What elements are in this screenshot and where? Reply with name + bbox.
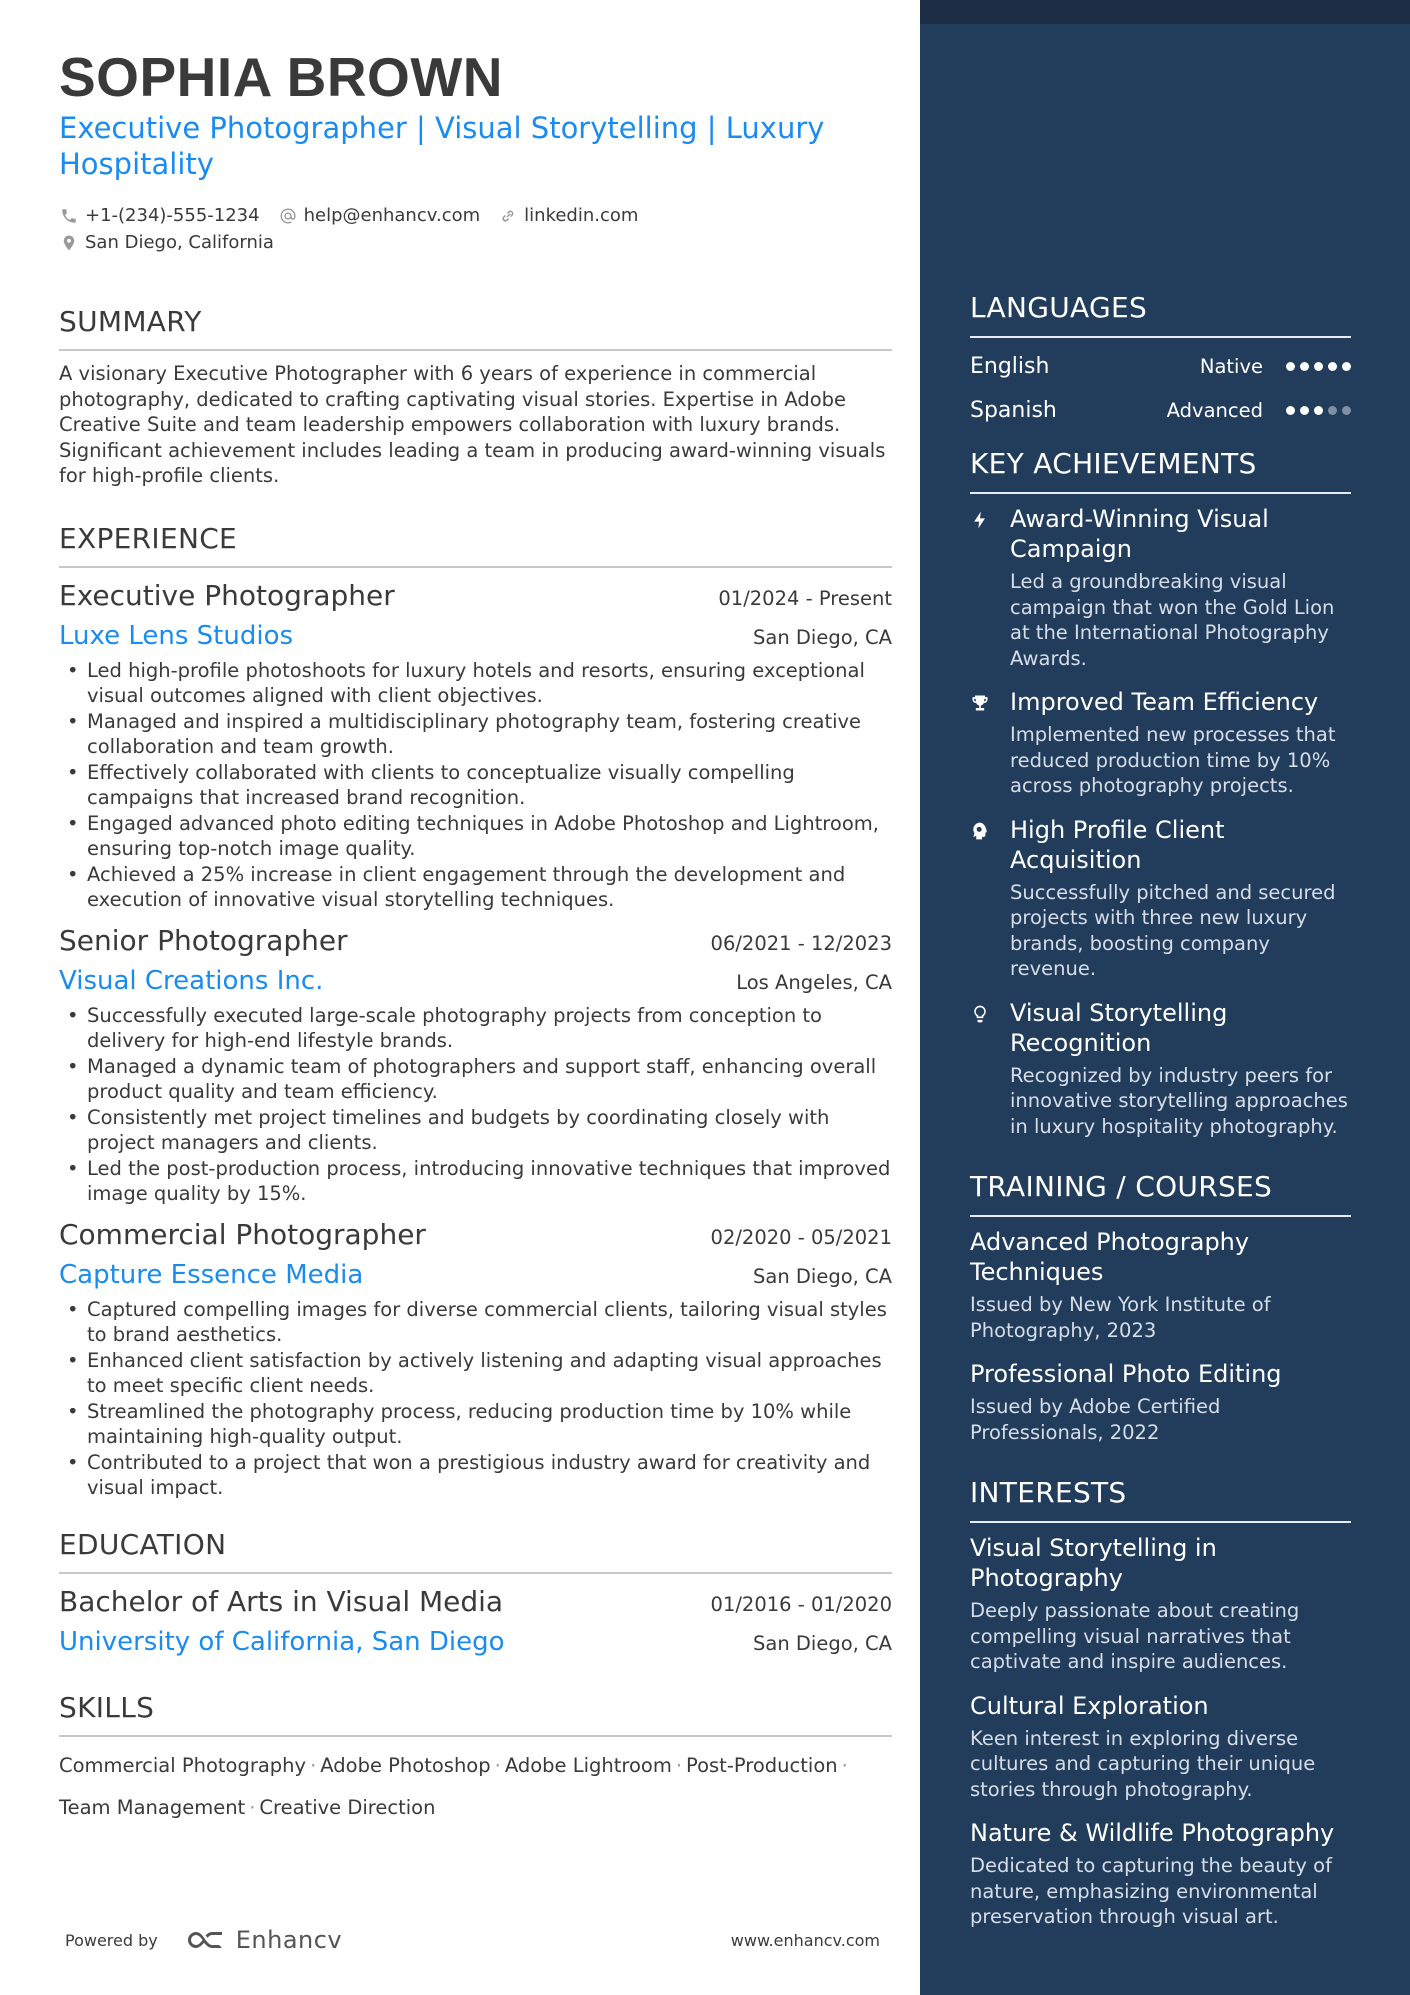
candidate-name: SOPHIA BROWN <box>59 46 503 108</box>
proficiency-dot <box>1286 406 1295 415</box>
skill-item: Commercial Photography <box>59 1753 307 1777</box>
at-icon <box>278 206 298 226</box>
languages-divider <box>970 336 1351 338</box>
summary-text: A visionary Executive Photographer with 6 years of experience in commercial photography, dedicated to crafting captivating visual stories. Expertise in Adobe Creative Suite and team leadership empowers collaboration with luxury brands. Significant achievement includes leading a team in producing award-winning visuals for high-profile clients. <box>59 362 886 487</box>
location-pin-icon <box>59 233 79 253</box>
job-location: Los Angeles, CA <box>736 970 892 994</box>
phone-text: +1-(234)-555-1234 <box>85 205 260 226</box>
email-text: help@enhancv.com <box>303 205 481 226</box>
interests-heading: INTERESTS <box>970 1476 1127 1509</box>
proficiency-dot <box>1328 406 1337 415</box>
sidebar-top-band <box>920 0 1410 24</box>
achievement-item <box>970 687 1351 799</box>
job-role: Executive Photographer <box>59 578 395 612</box>
proficiency-dots <box>1281 362 1351 371</box>
job-company: Luxe Lens Studios <box>59 620 294 651</box>
job-date: 06/2021 - 12/2023 <box>710 931 892 955</box>
language-row <box>970 344 1351 388</box>
bullet-item: • Managed and inspired a multidisciplinary photography team, fostering creative collaboration and team growth. <box>59 709 892 760</box>
summary-divider <box>59 349 892 351</box>
job-date: 02/2020 - 05/2021 <box>710 1225 892 1249</box>
achievement-item <box>970 504 1351 671</box>
skill-item: Team Management <box>59 1795 246 1819</box>
brand-name: Enhancv <box>235 1926 343 1954</box>
language-level: Advanced <box>1166 398 1263 422</box>
interest-desc: Keen interest in exploring diverse cultures and capturing their unique stories through photography. <box>970 1726 1316 1801</box>
bullet-item: • Successfully executed large-scale photography projects from conception to delivery for high-end lifestyle brands. <box>59 1003 892 1054</box>
enhancv-logo[interactable] <box>184 1926 368 1954</box>
skill-separator: · <box>249 1795 256 1819</box>
job-role: Commercial Photographer <box>59 1217 426 1251</box>
experience-heading: EXPERIENCE <box>59 521 238 555</box>
course-desc: Issued by Adobe Certified Professionals, 2022 <box>970 1395 1221 1444</box>
job-entry <box>59 1215 892 1501</box>
education-location: San Diego, CA <box>753 1631 892 1655</box>
proficiency-dot <box>1342 406 1351 415</box>
email-contact[interactable] <box>278 205 481 226</box>
job-role: Senior Photographer <box>59 923 348 957</box>
job-company: Capture Essence Media <box>59 1259 364 1290</box>
contact-info <box>59 202 892 256</box>
proficiency-dot <box>1314 362 1323 371</box>
achievement-title: Improved Team Efficiency <box>1010 688 1319 716</box>
interest-title: Cultural Exploration <box>970 1691 1209 1720</box>
job-date: 01/2024 - Present <box>718 586 892 610</box>
bullet-item: • Achieved a 25% increase in client engagement through the development and execution of innovative visual storytelling techniques. <box>59 862 892 913</box>
achievements-heading: KEY ACHIEVEMENTS <box>970 447 1257 480</box>
course-title: Advanced Photography Techniques <box>970 1228 1250 1286</box>
bullet-item: • Captured compelling images for diverse commercial clients, tailoring visual styles to brand aesthetics. <box>59 1297 892 1348</box>
achievement-title: High Profile Client Acquisition <box>1010 815 1225 874</box>
website-link[interactable]: www.enhancv.com <box>730 1930 880 1950</box>
education-date: 01/2016 - 01/2020 <box>710 1592 892 1616</box>
achievement-desc: Recognized by industry peers for innovative storytelling approaches in luxury hospitality photography. <box>1010 1063 1348 1138</box>
job-bullets <box>59 1297 892 1501</box>
education-entry <box>59 1582 892 1662</box>
proficiency-dots <box>1281 406 1351 415</box>
proficiency-dot <box>1300 406 1309 415</box>
skill-separator: · <box>494 1753 501 1777</box>
proficiency-dot <box>1300 362 1309 371</box>
bullet-item: • Engaged advanced photo editing techniques in Adobe Photoshop and Lightroom, ensuring top-notch image quality. <box>59 811 892 862</box>
skill-item: Creative Direction <box>259 1795 436 1819</box>
link-icon <box>498 206 518 226</box>
interest-title: Visual Storytelling in Photography <box>970 1534 1217 1592</box>
bolt-icon <box>970 504 1010 671</box>
achievement-title: Award-Winning Visual Campaign <box>1010 505 1269 563</box>
job-entry <box>59 576 892 913</box>
experience-divider <box>59 566 892 568</box>
bullet-item: • Led high-profile photoshoots for luxury hotels and resorts, ensuring exceptional visual outcomes aligned with client objectives. <box>59 658 892 709</box>
language-row <box>970 388 1351 432</box>
head-icon <box>970 815 1010 982</box>
lightbulb-icon <box>970 998 1010 1140</box>
course-desc: Issued by New York Institute of Photography, 2023 <box>970 1293 1271 1342</box>
language-name: English <box>970 353 1050 379</box>
bullet-item: • Streamlined the photography process, reducing production time by 10% while maintaining high-quality output. <box>59 1399 892 1450</box>
skill-item: Adobe Lightroom <box>504 1753 672 1777</box>
degree: Bachelor of Arts in Visual Media <box>59 1584 504 1618</box>
location-contact <box>59 232 274 253</box>
linkedin-contact[interactable] <box>498 205 638 226</box>
bullet-item: • Consistently met project timelines and budgets by coordinating closely with project managers and clients. <box>59 1105 892 1156</box>
proficiency-dot <box>1342 362 1351 371</box>
bullet-item: • Contributed to a project that won a prestigious industry award for creativity and visual impact. <box>59 1450 892 1501</box>
linkedin-text: linkedin.com <box>524 205 639 226</box>
job-bullets <box>59 1003 892 1207</box>
training-divider <box>970 1215 1351 1217</box>
phone-contact[interactable] <box>59 205 260 226</box>
interests-divider <box>970 1521 1351 1523</box>
footer <box>65 1926 880 1954</box>
job-entry <box>59 921 892 1207</box>
school-name: University of California, San Diego <box>59 1626 505 1657</box>
skills-list <box>59 1745 889 1829</box>
location-text: San Diego, California <box>85 232 274 253</box>
course-title: Professional Photo Editing <box>970 1360 1282 1388</box>
language-name: Spanish <box>970 397 1057 423</box>
skills-heading: SKILLS <box>59 1690 155 1724</box>
bullet-item: • Managed a dynamic team of photographers and support staff, enhancing overall product quality and team efficiency. <box>59 1054 892 1105</box>
interest-title: Nature & Wildlife Photography <box>970 1819 1335 1847</box>
powered-by-label: Powered by <box>65 1930 158 1950</box>
achievement-item <box>970 815 1351 982</box>
achievement-desc: Implemented new processes that reduced production time by 10% across photography projects. <box>1010 723 1336 797</box>
bullet-item: • Led the post-production process, introducing innovative techniques that improved image quality by 15%. <box>59 1156 892 1207</box>
skills-divider <box>59 1735 892 1737</box>
job-location: San Diego, CA <box>753 1264 892 1288</box>
job-company: Visual Creations Inc. <box>59 965 324 996</box>
achievement-item <box>970 998 1351 1140</box>
bullet-item: • Enhanced client satisfaction by actively listening and adapting visual approaches to meet specific client needs. <box>59 1348 892 1399</box>
headline: Executive Photographer | Visual Storytelling | Luxury Hospitality <box>59 111 825 181</box>
sidebar <box>920 0 1410 1995</box>
achievement-title: Visual Storytelling Recognition <box>1010 998 1228 1057</box>
interest-desc: Deeply passionate about creating compelling visual narratives that captivate and inspire audiences. <box>970 1599 1300 1673</box>
job-location: San Diego, CA <box>753 625 892 649</box>
achievements-divider <box>970 492 1351 494</box>
skill-separator: · <box>310 1753 317 1777</box>
skill-separator: · <box>675 1753 683 1777</box>
education-divider <box>59 1572 892 1574</box>
job-bullets <box>59 658 892 913</box>
proficiency-dot <box>1286 362 1295 371</box>
interest-desc: Dedicated to capturing the beauty of nature, emphasizing environmental preservation through visual art. <box>970 1854 1332 1928</box>
trophy-icon <box>970 687 1010 799</box>
language-level: Native <box>1199 354 1263 378</box>
skill-separator: · <box>841 1753 848 1777</box>
summary-heading: SUMMARY <box>59 305 202 338</box>
skill-item: Post-Production <box>686 1753 838 1777</box>
education-heading: EDUCATION <box>59 1527 227 1561</box>
achievement-desc: Successfully pitched and secured projects with three new luxury brands, boosting company revenue. <box>1010 880 1336 980</box>
proficiency-dot <box>1314 406 1323 415</box>
skill-item: Adobe Photoshop <box>320 1753 491 1777</box>
languages-heading: LANGUAGES <box>970 291 1148 324</box>
phone-icon <box>59 206 79 226</box>
bullet-item: • Effectively collaborated with clients to conceptualize visually compelling campaigns that increased brand recognition. <box>59 760 892 811</box>
training-heading: TRAINING / COURSES <box>970 1170 1273 1203</box>
achievement-desc: Led a groundbreaking visual campaign that won the Gold Lion at the International Photography Awards. <box>1010 570 1335 670</box>
proficiency-dot <box>1328 362 1337 371</box>
infinity-logo-icon <box>184 1928 230 1952</box>
